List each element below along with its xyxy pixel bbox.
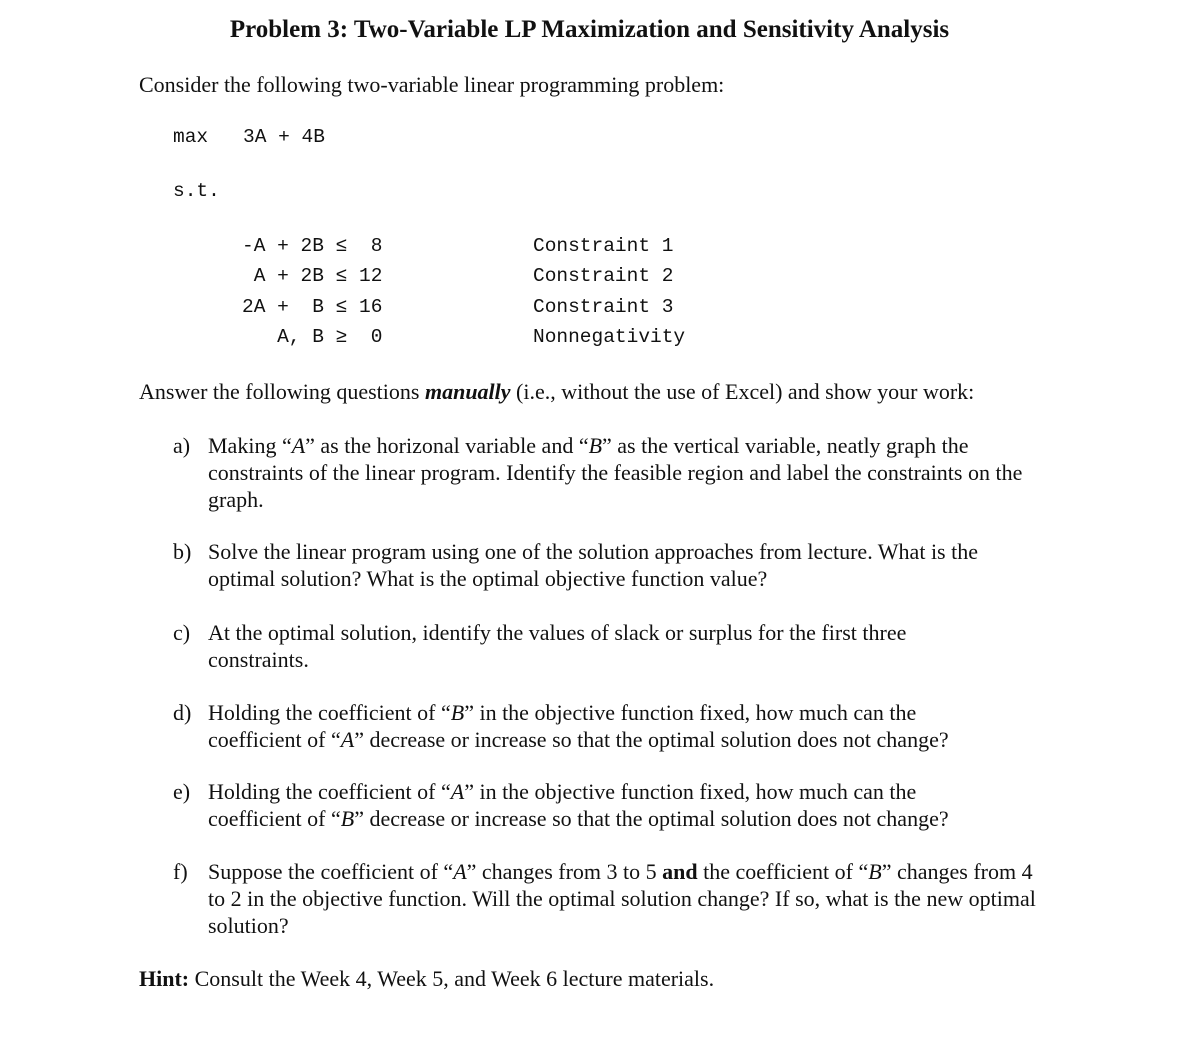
question-c [173, 619, 1043, 673]
variable-italic: A [340, 727, 355, 752]
text-segment: ” in the objective function fixed, how much can the coefficient of “ [208, 700, 917, 752]
nonnegativity-expression: A, B ≥ 0 [242, 326, 383, 348]
text-segment: ” as the vertical variable, neatly graph the constraints of the linear program. Identify the feasible region and label the constraints on the graph. [208, 433, 1023, 512]
page-title: Problem 3: Two-Variable LP Maximization and Sensitivity Analysis [229, 16, 950, 43]
max-keyword: max [173, 126, 209, 148]
question-b-text: Solve the linear program using one of the solution approaches from lecture. What is the optimal solution? What is the optimal objective function value? [208, 539, 978, 591]
question-d [173, 699, 1043, 753]
text-segment: ” decrease or increase so that the optimal solution does not change? [354, 727, 949, 752]
question-e-label: e) [173, 779, 191, 804]
hint-text: Consult the Week 4, Week 5, and Week 6 lecture materials. [189, 966, 715, 991]
variable-italic: A [450, 779, 465, 804]
variable-italic: B [588, 433, 603, 458]
objective-function: 3A + 4B [243, 126, 325, 148]
question-f-text [208, 858, 1038, 939]
text-segment: Holding the coefficient of “ [208, 700, 451, 725]
question-a [173, 432, 1043, 513]
hint-label: Hint: [139, 966, 190, 991]
question-e-text [208, 778, 998, 832]
answer-instructions-before: Answer the following questions [139, 379, 425, 404]
constraint-3-label: Constraint 3 [533, 296, 674, 318]
text-segment: ” changes from 3 to 5 [466, 859, 663, 884]
text-segment: ” decrease or increase so that the optimal solution does not change? [354, 806, 949, 831]
constraint-3-expression: 2A + B ≤ 16 [242, 296, 383, 318]
question-c-text: At the optimal solution, identify the values of slack or surplus for the first three constraints. [208, 620, 907, 672]
nonnegativity-label: Nonnegativity [533, 326, 686, 348]
text-segment: ” as the horizonal variable and “ [305, 433, 589, 458]
variable-italic: A [291, 433, 306, 458]
answer-instructions [139, 378, 974, 405]
text-segment: Suppose the coefficient of “ [208, 859, 454, 884]
question-b [173, 538, 1043, 592]
variable-italic: B [450, 700, 465, 725]
variable-italic: B [340, 806, 355, 831]
bold-and: and [662, 859, 698, 884]
question-c-label: c) [173, 620, 191, 645]
question-f [173, 858, 1043, 939]
question-f-label: f) [173, 859, 188, 884]
text-segment: ” changes from 4 to 2 in the objective function. Will the optimal solution change? If so, what is the new optimal solution? [208, 859, 1036, 938]
question-d-text [208, 699, 998, 753]
intro-text: Consider the following two-variable linear programming problem: [139, 72, 725, 97]
answer-instructions-emphasis: manually [424, 379, 511, 404]
question-b-label: b) [173, 539, 192, 564]
constraint-2-expression: A + 2B ≤ 12 [242, 265, 383, 287]
question-a-label: a) [173, 433, 191, 458]
variable-italic: B [868, 859, 882, 884]
text-segment: Holding the coefficient of “ [208, 779, 451, 804]
constraint-1-label: Constraint 1 [533, 235, 674, 257]
text-segment: Making “ [208, 433, 292, 458]
constraint-2-label: Constraint 2 [533, 265, 674, 287]
question-a-text [208, 432, 1043, 513]
text-segment: the coefficient of “ [697, 859, 869, 884]
constraint-1-expression: -A + 2B ≤ 8 [242, 235, 383, 257]
question-d-label: d) [173, 700, 192, 725]
subject-to-keyword: s.t. [173, 180, 220, 202]
variable-italic: A [453, 859, 467, 884]
text-segment: ” in the objective function fixed, how much can the coefficient of “ [208, 779, 917, 831]
answer-instructions-after: (i.e., without the use of Excel) and show your work: [510, 379, 975, 404]
question-e [173, 778, 1043, 832]
hint [139, 965, 714, 992]
